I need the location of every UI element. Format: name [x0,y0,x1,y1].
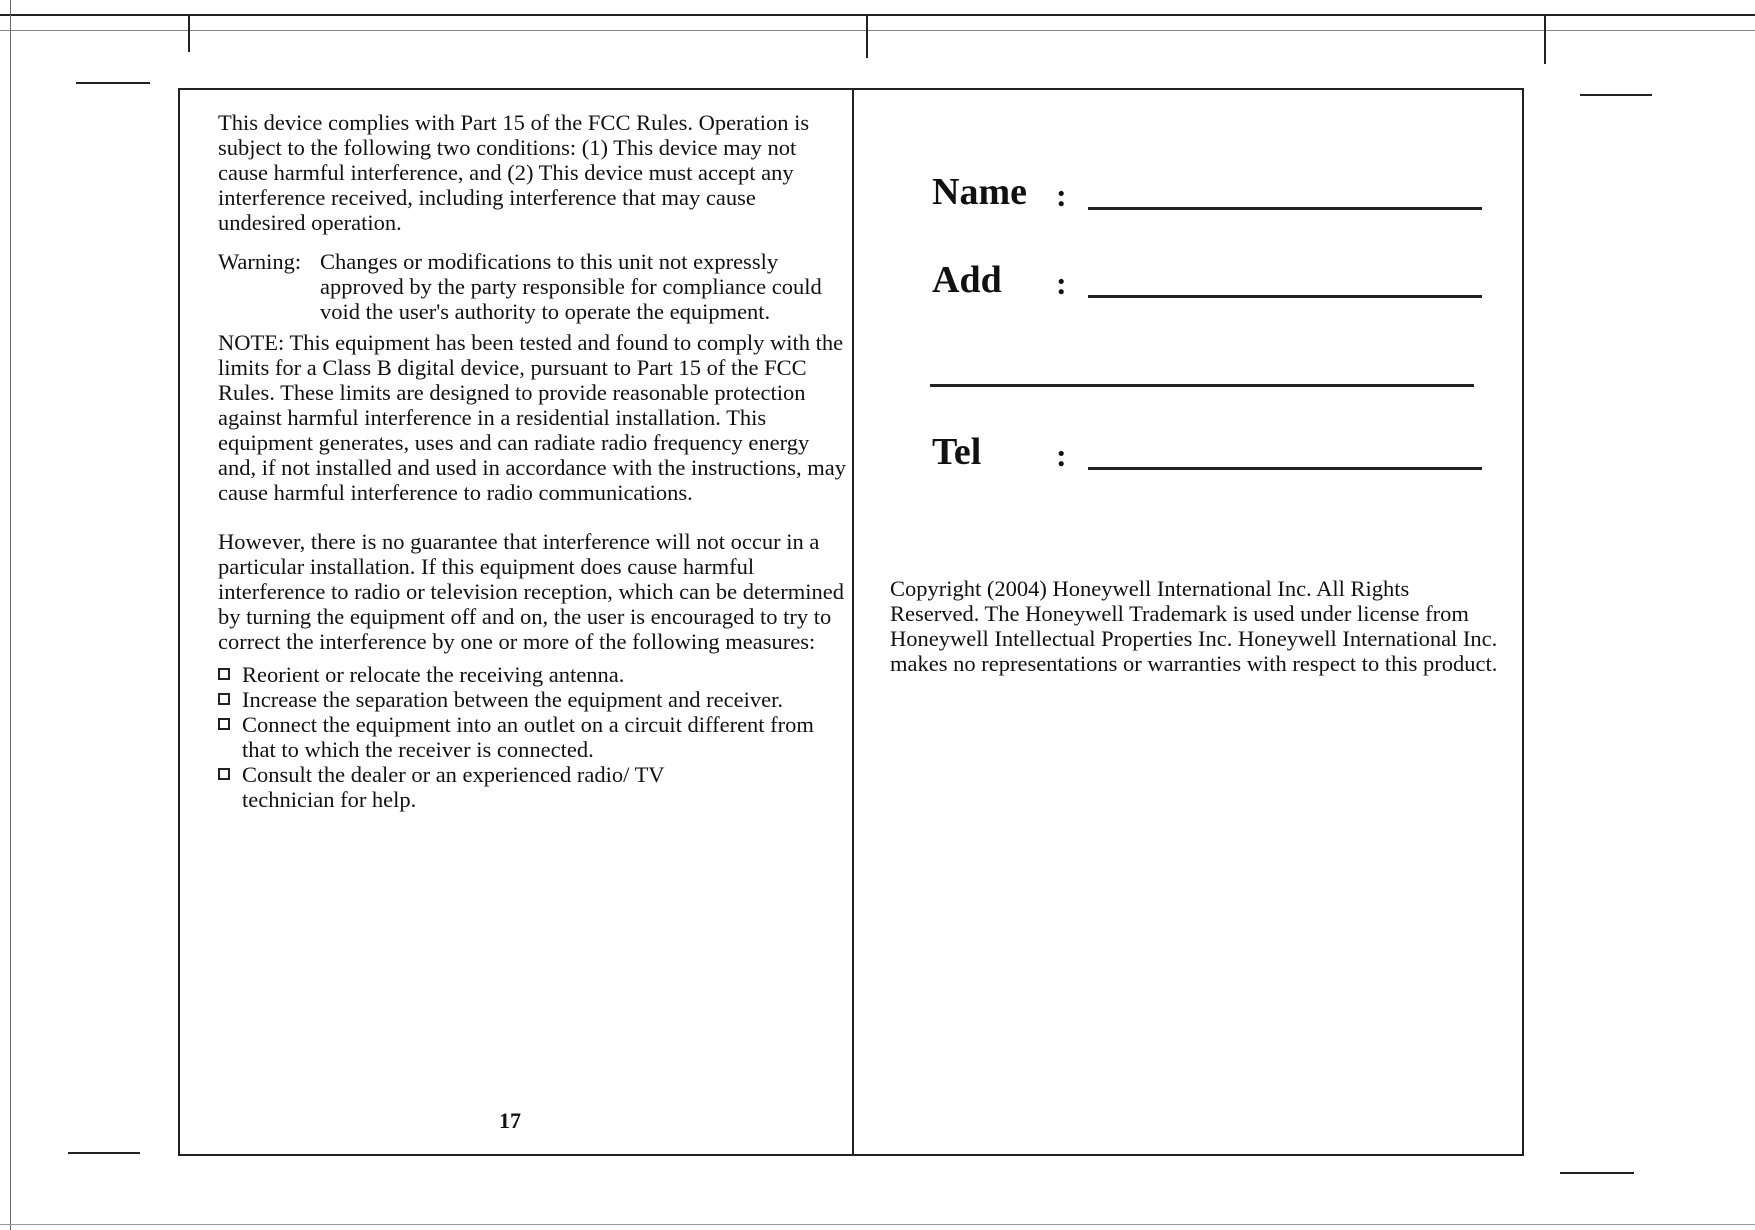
page-number: 17 [499,1108,521,1133]
list-item [218,762,848,812]
bottom-rule [0,1224,1755,1225]
crop-mark-top-right [1544,16,1546,64]
crop-mark-top-left [188,16,190,52]
crop-mark-left-bottom [68,1152,140,1154]
fcc-compliance-page [218,110,848,812]
crop-mark-top-center [866,16,868,58]
tel-field-row [932,430,1482,474]
tel-field-line [1088,467,1482,470]
list-item [218,662,848,687]
top-rule [0,14,1755,16]
name-field-row [932,170,1482,214]
checkbox-bullet-icon [218,693,230,705]
measure-text: Reorient or relocate the receiving antenna. [242,662,625,687]
crop-mark-right-top [1580,94,1652,96]
copyright-notice: Copyright (2004) Honeywell International Inc. All Rights Reserved. The Honeywell Trademark is used under license from Honeywell Intellectual Properties Inc. Honeywell International Inc. makes no representations or warranties with respect to this product. [890,576,1498,676]
warning-text: Changes or modifications to this unit not expressly approved by the party responsible for compliance could void the user's authority to operate the equipment. [320,249,822,324]
left-edge-rule [10,0,11,1230]
list-item [218,712,848,762]
address-field-line [1088,295,1482,298]
page-divider [852,88,854,1156]
checkbox-bullet-icon [218,768,230,780]
list-item [218,687,848,712]
top-rule-thin [0,30,1755,31]
crop-mark-left-top [76,82,150,84]
note-paragraph: NOTE: This equipment has been tested and found to comply with the limits for a Class B digital device, pursuant to Part 15 of the FCC Rules. These limits are designed to provide reasonable protection against harmful interference in a residential installation. This equipment generates, uses and can radiate radio frequency energy and, if not installed and used in accordance with the instructions, may cause harmful interference to radio communications. [218,330,846,505]
checkbox-bullet-icon [218,718,230,730]
measure-text: Increase the separation between the equipment and receiver. [242,687,783,712]
colon: : [1056,265,1067,301]
name-field-line [1088,207,1482,210]
checkbox-bullet-icon [218,668,230,680]
crop-mark-right-bottom [1560,1172,1634,1174]
measure-text: Connect the equipment into an outlet on a circuit different from that to which the receiver is connected. [242,712,814,762]
however-paragraph: However, there is no guarantee that interference will not occur in a particular installation. If this equipment does cause harmful interference to radio or television reception, which can be determined by turning the equipment off and on, the user is encouraged to try to correct the interference by one or more of the following measures: [218,529,844,654]
warning-block [218,249,848,324]
address-field-row [932,258,1482,302]
colon: : [1056,437,1067,473]
name-label: Name [932,171,1027,213]
measures-list [218,662,848,812]
warning-label: Warning: [218,249,302,274]
colon: : [1056,177,1067,213]
tel-label: Tel [932,431,982,473]
address-second-line [930,384,1474,387]
fcc-compliance-paragraph: This device complies with Part 15 of the FCC Rules. Operation is subject to the following two conditions: (1) This device may not cause harmful interference, and (2) This device must accept any interference received, including interference that may cause undesired operation. [218,110,810,235]
measure-text: Consult the dealer or an experienced radio/ TV technician for help. [242,762,665,812]
address-label: Add [932,259,1002,301]
